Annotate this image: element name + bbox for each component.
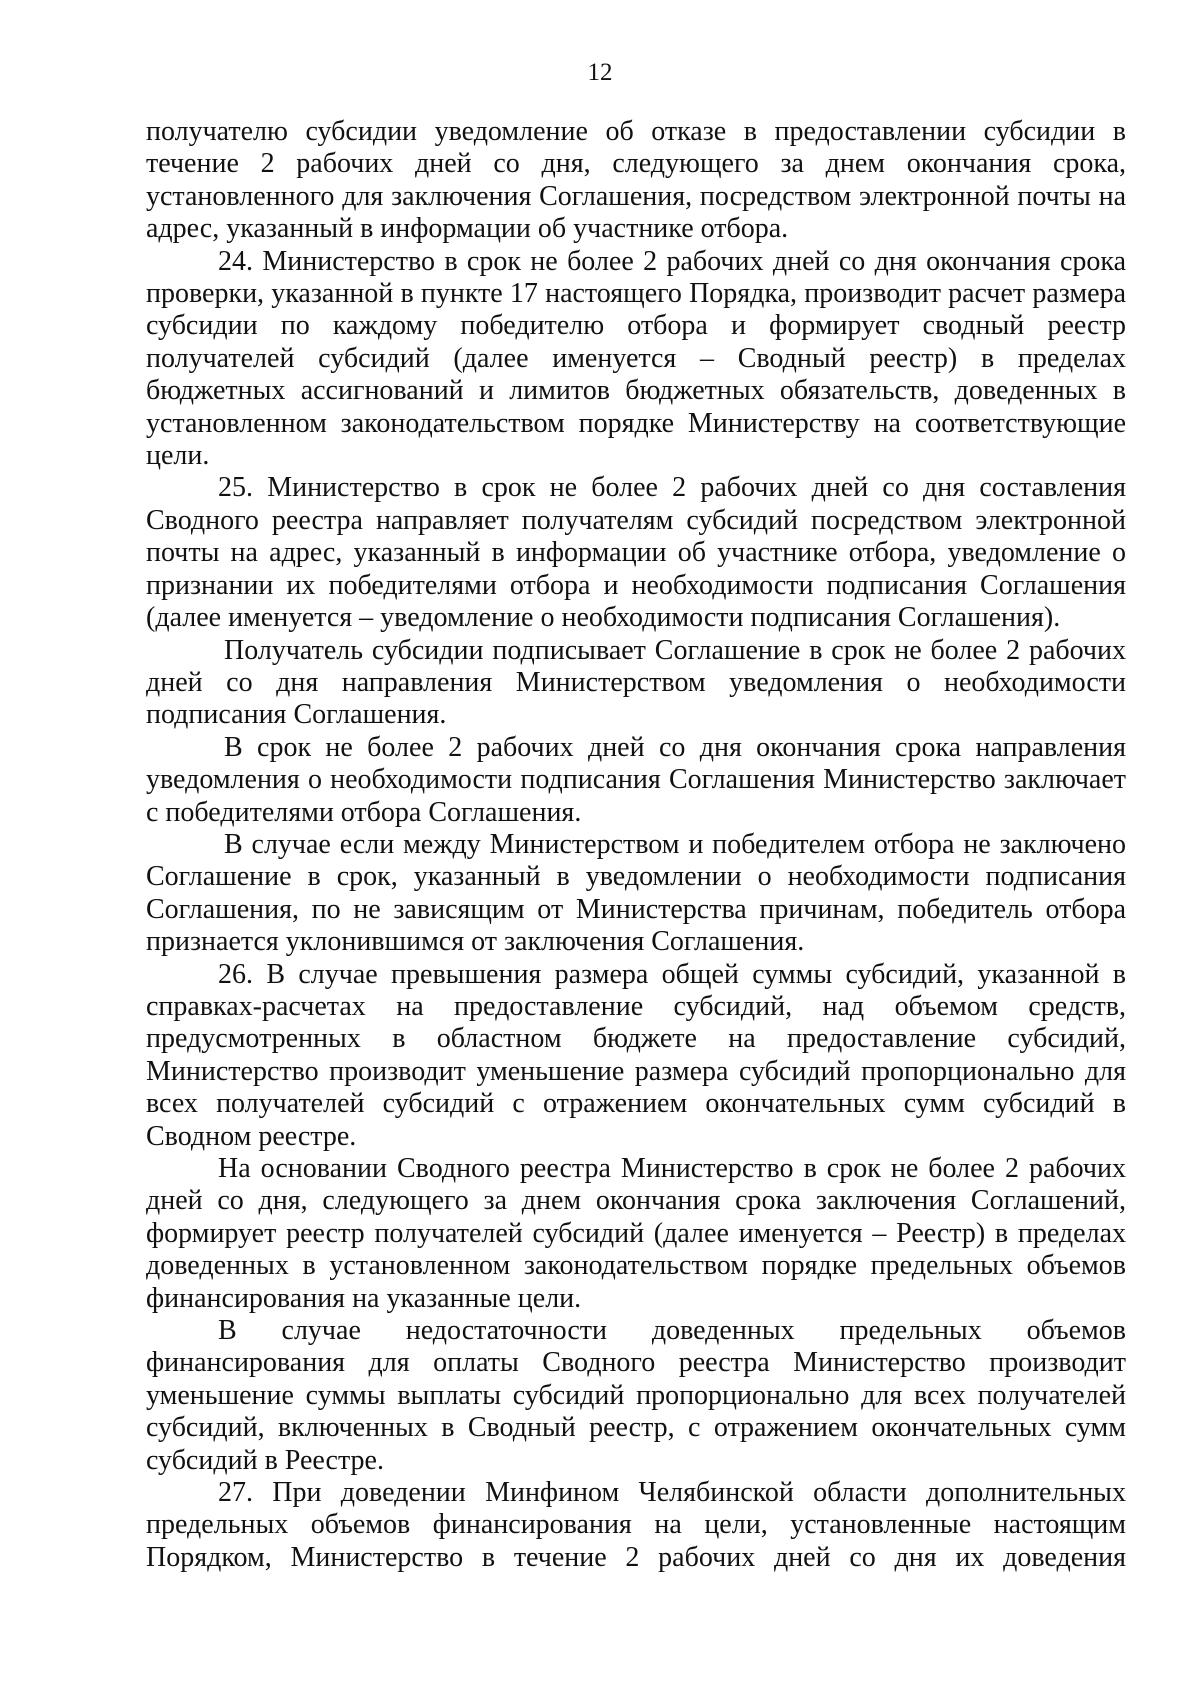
paragraph-agreement-term: В срок не более 2 рабочих дней со дня окончания срока направления уведомления о необходимости подписания Соглашения Министерство заключает с победителями отбора Соглашения. (146, 731, 1126, 828)
paragraph-item-24: 24. Министерство в срок не более 2 рабочих дней со дня окончания срока проверки, указанной в пункте 17 настоящего Порядка, производит расчет размера субсидии по каждому победителю отбора и формирует сводный реестр получателей субсидий (далее именуется – Сводный реестр) в пределах бюджетных ассигнований и лимитов бюджетных обязательств, доведенных в установленном законодательством порядке Министерству на соответствующие цели. (146, 245, 1126, 472)
paragraph-item-25: 25. Министерство в срок не более 2 рабочих дней со дня составления Сводного реестра направляет получателям субсидий посредством электронной почты на адрес, указанный в информации об участнике отбора, уведомление о признании их победителями отбора и необходимости подписания Соглашения (далее именуется – уведомление о необходимости подписания Соглашения). (146, 472, 1126, 634)
paragraph-recipient-signs: Получатель субсидии подписывает Соглашение в срок не более 2 рабочих дней со дня направления Министерством уведомления о необходимости подписания Соглашения. (146, 634, 1126, 731)
paragraph-evasion: В случае если между Министерством и победителем отбора не заключено Соглашение в срок, указанный в уведомлении о необходимости подписания Соглашения, по не зависящим от Министерства причинам, победитель отбора признается уклонившимся от заключения Соглашения. (146, 828, 1126, 958)
paragraph-item-26: 26. В случае превышения размера общей суммы субсидий, указанной в справках-расчетах на предоставление субсидий, над объемом средств, предусмотренных в областном бюджете на предоставление субсидий, Министерство производит уменьшение размера субсидий пропорционально для всех получателей субсидий с отражением окончательных сумм субсидий в Сводном реестре. (146, 958, 1126, 1152)
page-number: 12 (587, 59, 613, 86)
paragraph-insufficiency: В случае недостаточности доведенных предельных объемов финансирования для оплаты Сводного реестра Министерство производит уменьшение суммы выплаты субсидий пропорционально для всех получателей субсидий, включенных в Сводный реестр, с отражением окончательных сумм субсидий в Реестре. (146, 1315, 1126, 1476)
document-body (146, 116, 1126, 1574)
paragraph-item-27: 27. При доведении Минфином Челябинской области дополнительных предельных объемов финансирования на цели, установленные настоящим Порядком, Министерство в течение 2 рабочих дней со дня их доведения (146, 1477, 1126, 1573)
paragraph-registry: На основании Сводного реестра Министерство в срок не более 2 рабочих дней со дня, следующего за днем окончания срока заключения Соглашений, формирует реестр получателей субсидий (далее именуется – Реестр) в пределах доведенных в установленном законодательством порядке предельных объемов финансирования на указанные цели. (146, 1153, 1126, 1314)
paragraph-continuation: получателю субсидии уведомление об отказе в предоставлении субсидии в течение 2 рабочих дней со дня, следующего за днем окончания срока, установленного для заключения Соглашения, посредством электронной почты на адрес, указанный в информации об участнике отбора. (146, 116, 1126, 245)
